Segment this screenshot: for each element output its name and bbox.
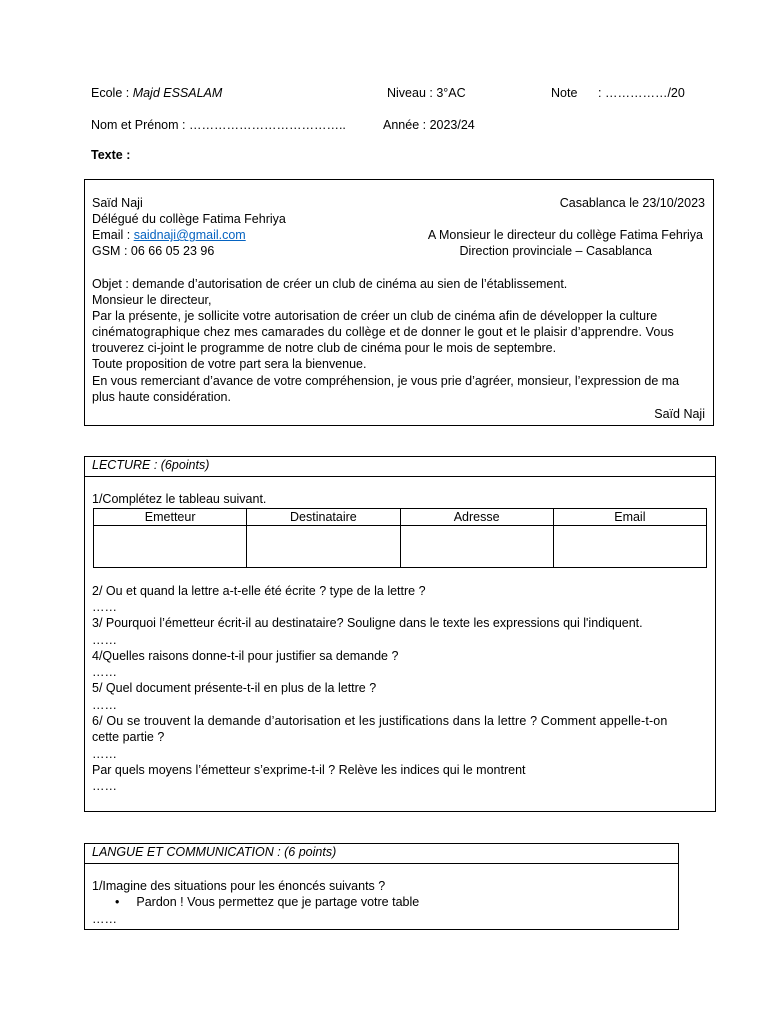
language-section — [84, 843, 679, 930]
table-header-row — [94, 509, 707, 526]
student-name: Nom et Prénom : ……………………………….. — [91, 118, 346, 132]
bullet-item — [115, 895, 419, 909]
table-answer-row — [94, 526, 707, 568]
info-table — [93, 508, 707, 568]
answer-dots-3: …… — [92, 633, 117, 647]
email-line — [92, 228, 246, 242]
answer-dots-4: …… — [92, 665, 117, 679]
bullet-text: Pardon ! Vous permettez que je partage votre table — [136, 895, 420, 909]
col-adresse: Adresse — [400, 509, 553, 526]
answer-dots-7: …… — [92, 779, 117, 793]
body-line-2: cinématographique chez mes camarades du collège et de donner le gout et le plaisir d’apprendre. Vous — [92, 325, 674, 339]
body-line-4: Toute proposition de votre part sera la bienvenue. — [92, 357, 367, 371]
answer-cell-email[interactable] — [553, 526, 706, 568]
reading-section — [84, 456, 716, 812]
answer-dots-5: …… — [92, 698, 117, 712]
recipient-line-1: A Monsieur le directeur du collège Fatima Fehriya — [427, 228, 703, 242]
question-4: 4/Quelles raisons donne-t-il pour justifier sa demande ? — [92, 649, 399, 663]
gsm: GSM : 06 66 05 23 96 — [92, 244, 215, 258]
question-2: 2/ Ou et quand la lettre a-t-elle été écrite ? type de la lettre ? — [92, 584, 426, 598]
answer-cell-emetteur[interactable] — [94, 526, 247, 568]
school-label: Ecole : — [91, 86, 133, 100]
reading-header — [85, 457, 715, 477]
question-1: 1/Complétez le tableau suivant. — [92, 492, 267, 506]
signature: Saïd Naji — [654, 407, 705, 421]
question-6-line-2: cette partie ? — [92, 730, 165, 744]
school-line — [91, 86, 222, 100]
school-name: Majd ESSALAM — [132, 86, 223, 100]
answer-cell-adresse[interactable] — [400, 526, 553, 568]
body-line-5: En vous remerciant d’avance de votre compréhension, je vous prie d’agréer, monsieur, l’expression de ma — [92, 374, 680, 388]
col-emetteur: Emetteur — [94, 509, 247, 526]
answer-dots-2: …… — [92, 600, 117, 614]
answer-dots-6: …… — [92, 747, 117, 761]
body-line-3: trouverez ci-joint le programme de notre club de cinéma pour le mois de septembre. — [92, 341, 557, 355]
salutation: Monsieur le directeur, — [92, 293, 212, 307]
grade-label: Note — [551, 86, 578, 100]
text-heading: Texte : — [91, 148, 131, 162]
col-destinataire: Destinataire — [247, 509, 400, 526]
sender-name: Saïd Naji — [92, 196, 143, 210]
body-line-1: Par la présente, je sollicite votre autorisation de créer un club de cinéma afin de développer la culture — [92, 309, 658, 323]
question-6-line-1: 6/ Ou se trouvent la demande d’autorisation et les justifications dans la lettre ? Comment appelle-t-on — [92, 714, 668, 728]
email-link[interactable]: saidnaji@gmail.com — [133, 228, 246, 242]
level: Niveau : 3°AC — [387, 86, 466, 100]
language-question-1: 1/Imagine des situations pour les énoncés suivants ? — [92, 879, 386, 893]
place-date: Casablanca le 23/10/2023 — [559, 196, 705, 210]
email-label: Email : — [92, 228, 134, 242]
bullet-dot-icon: • — [115, 895, 120, 909]
answer-dots-langue: …… — [92, 912, 117, 926]
reading-title: LECTURE : (6points) — [92, 458, 210, 472]
letter-subject: Objet : demande d’autorisation de créer un club de cinéma au sien de l’établissement. — [92, 277, 568, 291]
language-title: LANGUE ET COMMUNICATION : (6 points) — [92, 845, 337, 859]
question-3: 3/ Pourquoi l’émetteur écrit-il au destinataire? Souligne dans le texte les expressions qui l'indiquent. — [92, 616, 643, 630]
sender-role: Délégué du collège Fatima Fehriya — [92, 212, 286, 226]
school-year: Année : 2023/24 — [383, 118, 475, 132]
grade-value: : ……………/20 — [598, 86, 685, 100]
col-email: Email — [553, 509, 706, 526]
recipient-line-2: Direction provinciale – Casablanca — [459, 244, 652, 258]
answer-cell-destinataire[interactable] — [247, 526, 400, 568]
language-header — [85, 844, 678, 864]
question-7: Par quels moyens l’émetteur s’exprime-t-il ? Relève les indices qui le montrent — [92, 763, 526, 777]
body-line-6: plus haute considération. — [92, 390, 231, 404]
letter-box — [84, 179, 714, 426]
question-5: 5/ Quel document présente-t-il en plus de la lettre ? — [92, 681, 377, 695]
